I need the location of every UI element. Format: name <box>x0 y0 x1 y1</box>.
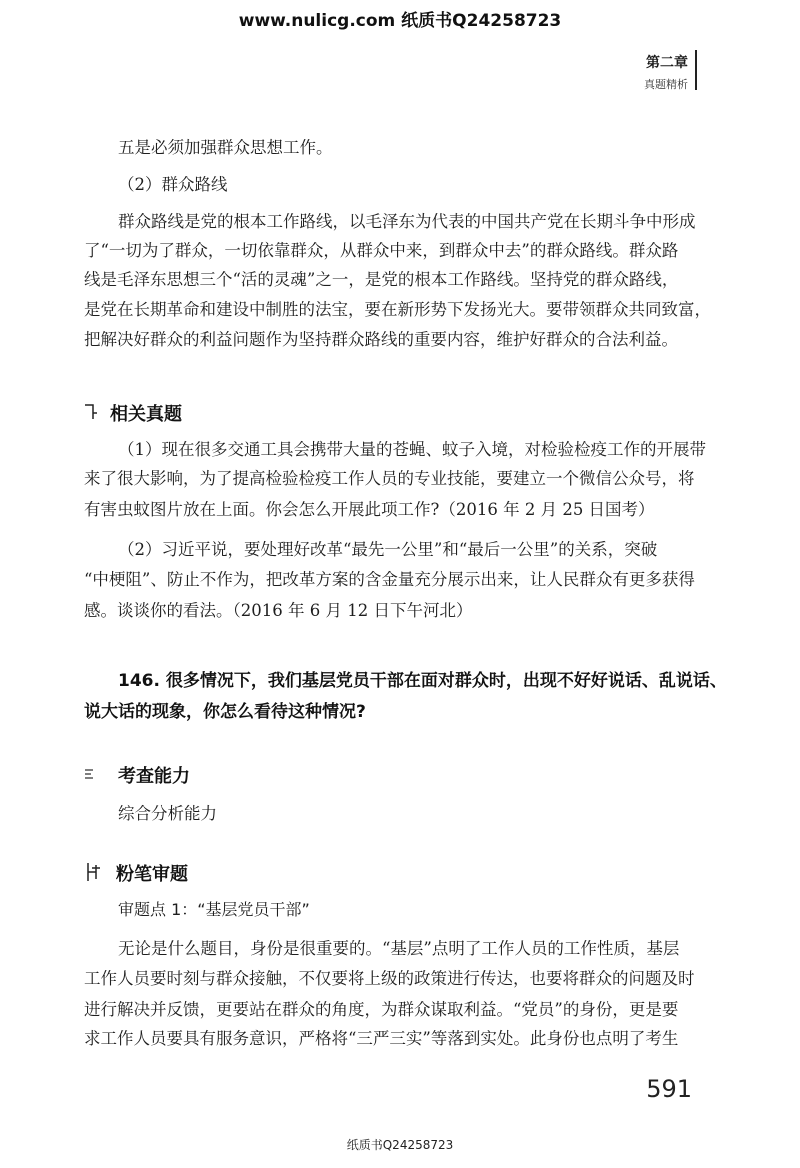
chapter-label: 第二章 <box>646 55 688 71</box>
ability-heading: 考查能力 <box>118 766 190 787</box>
related-questions-heading: 相关真题 <box>110 404 182 425</box>
question-146-title: 说大话的现象，你怎么看待这种情况? <box>84 702 366 722</box>
ability-icon <box>84 768 96 780</box>
analysis-icon <box>86 862 102 882</box>
paragraph-line: 线是毛泽东思想三个“活的灵魂”之一，是党的根本工作路线。坚持党的群众路线， <box>84 270 679 289</box>
analysis-line: 工作人员要时刻与群众接触，不仅要将上级的政策进行传达，也要将群众的问题及时 <box>84 969 695 988</box>
section-label: 真题精析 <box>644 78 688 91</box>
subheading-mass-line: （2）群众路线 <box>118 175 228 194</box>
analysis-line: 进行解决并反馈，更要站在群众的角度，为群众谋取利益。“党员”的身份，更是要 <box>84 1000 679 1019</box>
question-line: 有害虫蚊图片放在上面。你会怎么开展此项工作?（2016 年 2 月 25 日国考） <box>84 500 655 519</box>
question-line: “中梗阻”、防止不作为，把改革方案的含金量充分展示出来，让人民群众有更多获得 <box>84 570 695 589</box>
paragraph-line: 群众路线是党的根本工作路线，以毛泽东为代表的中国共产党在长期斗争中形成 <box>118 212 696 231</box>
page-number: 591 <box>646 1075 692 1103</box>
paragraph-line: 了“一切为了群众，一切依靠群众，从群众中来，到群众中去”的群众路线。群众路 <box>84 241 679 260</box>
question-line: 来了很大影响，为了提高检验检疫工作人员的专业技能，要建立一个微信公众号，将 <box>84 469 695 488</box>
watermark-bottom: 纸质书Q24258723 <box>346 1138 454 1152</box>
header-divider <box>695 50 697 90</box>
paragraph-line: 是党在长期革命和建设中制胜的法宝，要在新形势下发扬光大。要带领群众共同致富， <box>84 300 711 319</box>
ability-value: 综合分析能力 <box>118 804 217 823</box>
question-146-title: 146. 很多情况下，我们基层党员干部在面对群众时，出现不好好说话、乱说话、 <box>118 671 727 691</box>
question-line: （2）习近平说，要处理好改革“最先一公里”和“最后一公里”的关系，突破 <box>118 540 658 559</box>
paragraph-line: 把解决好群众的利益问题作为坚持群众路线的重要内容，维护好群众的合法利益。 <box>84 330 678 349</box>
analysis-line: 求工作人员要具有服务意识，严格将“三严三实”等落到实处。此身份也点明了考生 <box>84 1029 679 1048</box>
analysis-heading: 粉笔审题 <box>116 864 188 885</box>
bookmark-icon <box>84 404 98 420</box>
question-line: （1）现在很多交通工具会携带大量的苍蝇、蚊子入境，对检验检疫工作的开展带 <box>118 440 706 459</box>
question-line: 感。谈谈你的看法。（2016 年 6 月 12 日下午河北） <box>84 601 473 620</box>
analysis-line: 无论是什么题目，身份是很重要的。“基层”点明了工作人员的工作性质，基层 <box>118 939 680 958</box>
analysis-point: 审题点 1：“基层党员干部” <box>118 900 310 919</box>
paragraph-line: 五是必须加强群众思想工作。 <box>118 138 333 157</box>
watermark-top: www.nulicg.com 纸质书Q24258723 <box>238 11 562 31</box>
